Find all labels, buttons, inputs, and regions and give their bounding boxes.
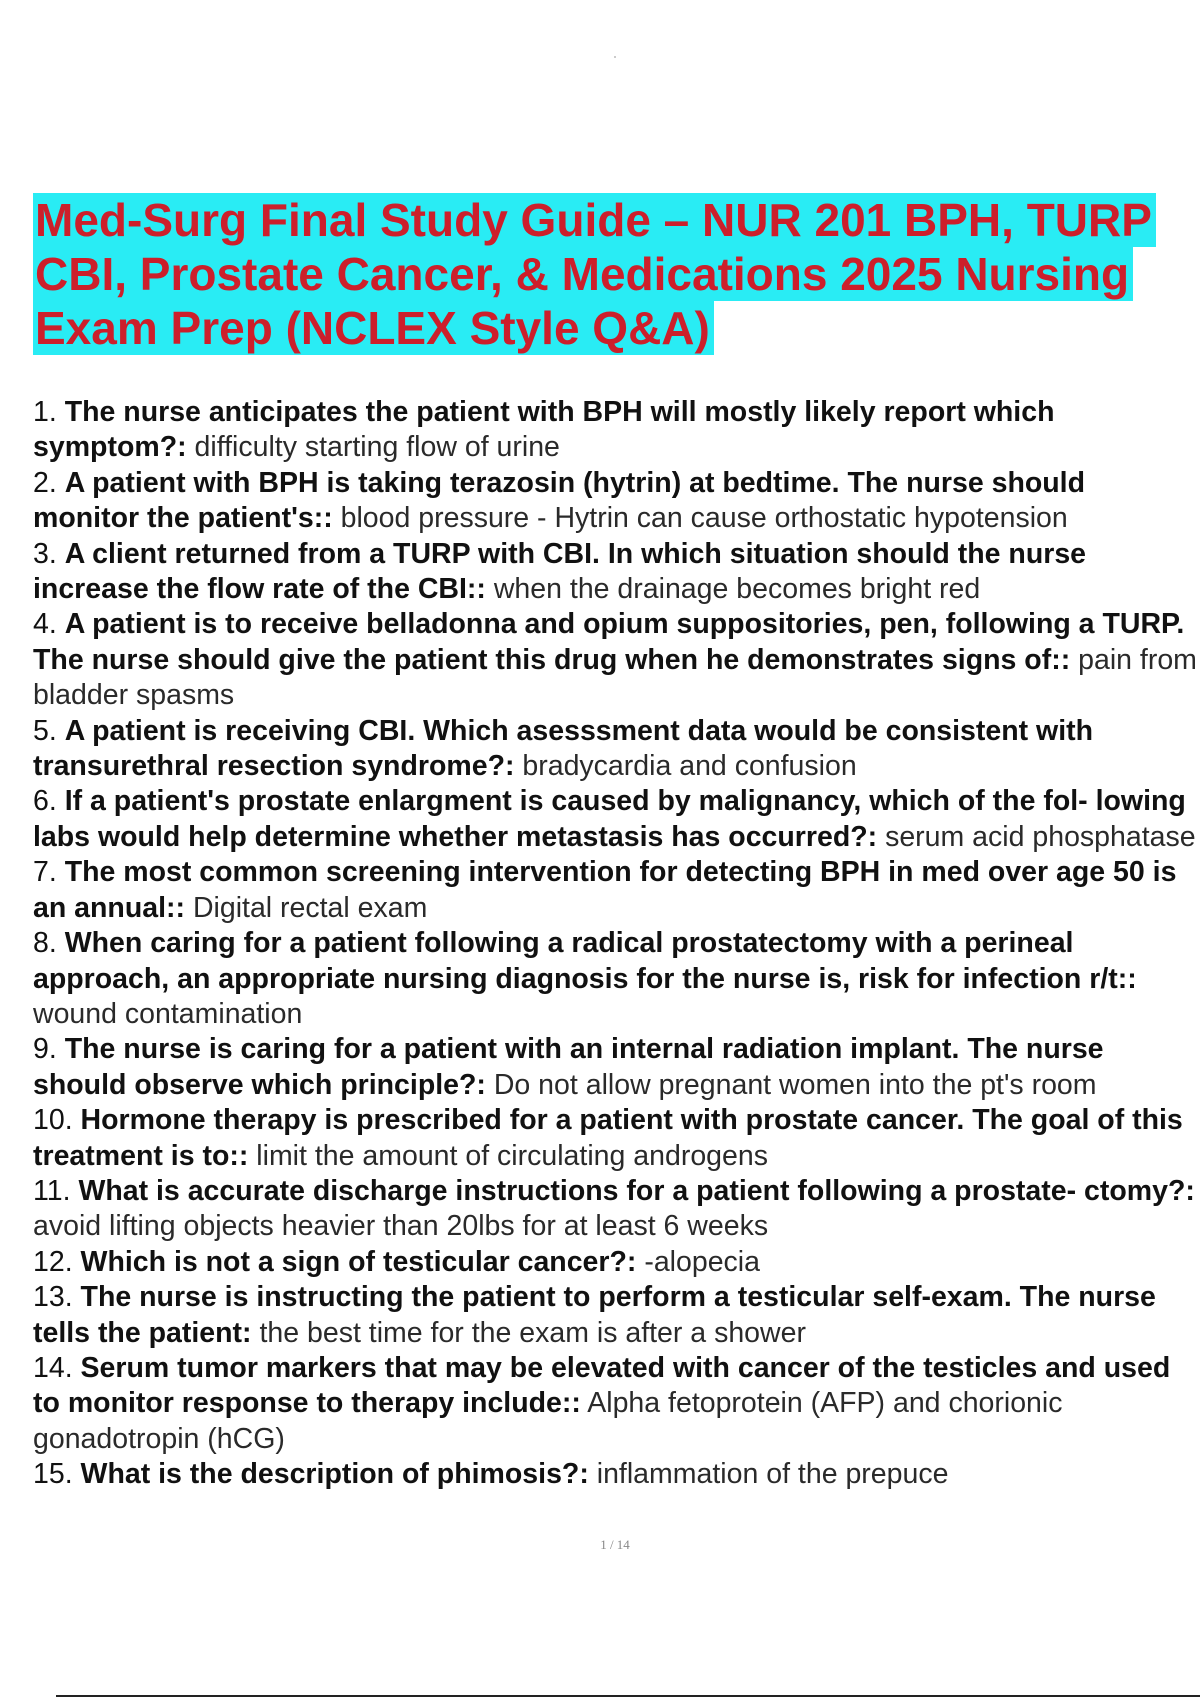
- question-text: Which is not a sign of testicular cancer?:: [80, 1245, 637, 1278]
- question-text: A patient is receiving CBI. Which asesssment data would be consistent with transurethral resection syndrome?:: [33, 714, 1094, 783]
- question-item: [33, 1174, 1198, 1245]
- answer-text: blood pressure - Hytrin can cause orthostatic hypotension: [340, 502, 1068, 535]
- answer-text: when the drainage becomes bright red: [493, 573, 981, 606]
- answer-text: pain from bladder spasms: [33, 643, 1197, 712]
- answer-text: serum acid phosphatase: [885, 820, 1196, 853]
- title-line-text: CBI, Prostate Cancer, & Medications 2025 Nursing: [33, 247, 1133, 301]
- question-text: The nurse is caring for a patient with an internal radiation implant. The nurse should observe which principle?:: [33, 1033, 1104, 1101]
- question-item: [33, 1351, 1198, 1457]
- question-text: The nurse is instructing the patient to perform a testicular self-exam. The nurse tells the patient:: [33, 1281, 1156, 1349]
- answer-text: difficulty starting flow of urine: [194, 431, 560, 464]
- question-item: [33, 1032, 1198, 1103]
- answer-text: Digital rectal exam: [192, 891, 428, 924]
- question-text: Serum tumor markers that may be elevated with cancer of the testicles and used to monitor response to therapy include::: [33, 1351, 1171, 1420]
- question-text: The nurse anticipates the patient with BPH will mostly likely report which symptom?:: [33, 396, 1055, 464]
- scan-mark: [614, 56, 616, 58]
- question-number: 10.: [33, 1104, 73, 1137]
- answer-text: limit the amount of circulating androgens: [256, 1139, 768, 1172]
- footer-divider: [56, 1695, 1200, 1697]
- question-text: A patient is to receive belladonna and opium suppositories, pen, following a TURP. The nurse should give the patient this drug when he demonstrates signs of::: [33, 608, 1185, 676]
- question-item: [33, 926, 1198, 1032]
- question-item: [33, 1103, 1198, 1174]
- question-item: [33, 607, 1198, 713]
- question-number: 7.: [33, 856, 57, 889]
- title-line: [33, 247, 1200, 301]
- page-number: 1 / 14: [600, 1537, 630, 1552]
- question-number: 14.: [33, 1351, 73, 1384]
- question-item: [33, 1457, 1198, 1492]
- question-number: 13.: [33, 1281, 73, 1314]
- question-text: The most common screening intervention for detecting BPH in med over age 50 is an annual::: [33, 856, 1177, 924]
- answer-text: Do not allow pregnant women into the pt's room: [493, 1068, 1097, 1101]
- question-item: [33, 784, 1198, 855]
- question-text: If a patient's prostate enlargment is caused by malignancy, which of the fol- lowing labs would help determine whether metastasis has occurred?:: [33, 785, 1186, 853]
- answer-text: Alpha fetoprotein (AFP) and chorionic gonadotropin (hCG): [33, 1387, 1063, 1455]
- question-number: 9.: [33, 1033, 57, 1066]
- answer-text: inflammation of the prepuce: [596, 1458, 949, 1491]
- question-text: A patient with BPH is taking terazosin (hytrin) at bedtime. The nurse should monitor the patient's::: [33, 466, 1085, 535]
- question-item: [33, 855, 1198, 926]
- question-item: [33, 714, 1198, 785]
- question-number: 12.: [33, 1245, 73, 1278]
- question-number: 1.: [33, 396, 57, 428]
- question-item: [33, 1280, 1198, 1351]
- title-line-text: Exam Prep (NCLEX Style Q&A): [33, 301, 714, 355]
- answer-text: wound contamination: [33, 997, 303, 1030]
- question-item: [33, 395, 1198, 466]
- question-number: 4.: [33, 608, 57, 641]
- question-item: [33, 1245, 1198, 1280]
- answer-text: bradycardia and confusion: [522, 750, 857, 783]
- answer-text: avoid lifting objects heavier than 20lbs for at least 6 weeks: [33, 1210, 769, 1243]
- question-number: 6.: [33, 785, 57, 818]
- question-number: 2.: [33, 466, 57, 499]
- question-text: What is the description of phimosis?:: [80, 1458, 589, 1491]
- question-number: 5.: [33, 714, 57, 747]
- document-title: [33, 193, 1200, 355]
- title-line: [33, 193, 1200, 247]
- question-list: [33, 395, 1198, 1493]
- question-number: 15.: [33, 1458, 73, 1491]
- question-number: 11.: [33, 1174, 71, 1207]
- question-number: 8.: [33, 927, 57, 960]
- answer-text: -alopecia: [644, 1245, 760, 1278]
- question-item: [33, 466, 1198, 537]
- question-text: What is accurate discharge instructions for a patient following a prostate- ctomy?:: [78, 1174, 1195, 1207]
- title-line-text: Med-Surg Final Study Guide – NUR 201 BPH, TURP: [33, 193, 1156, 247]
- question-number: 3.: [33, 537, 57, 570]
- question-text: Hormone therapy is prescribed for a patient with prostate cancer. The goal of this treatment is to::: [33, 1104, 1183, 1172]
- title-line: [33, 301, 1200, 355]
- question-text: When caring for a patient following a radical prostatectomy with a perineal approach, an appropriate nursing diagnosis for the nurse is, risk for infection r/t::: [33, 927, 1137, 995]
- answer-text: the best time for the exam is after a shower: [259, 1316, 806, 1349]
- question-text: A client returned from a TURP with CBI. In which situation should the nurse increase the flow rate of the CBI::: [33, 537, 1087, 606]
- question-item: [33, 537, 1198, 608]
